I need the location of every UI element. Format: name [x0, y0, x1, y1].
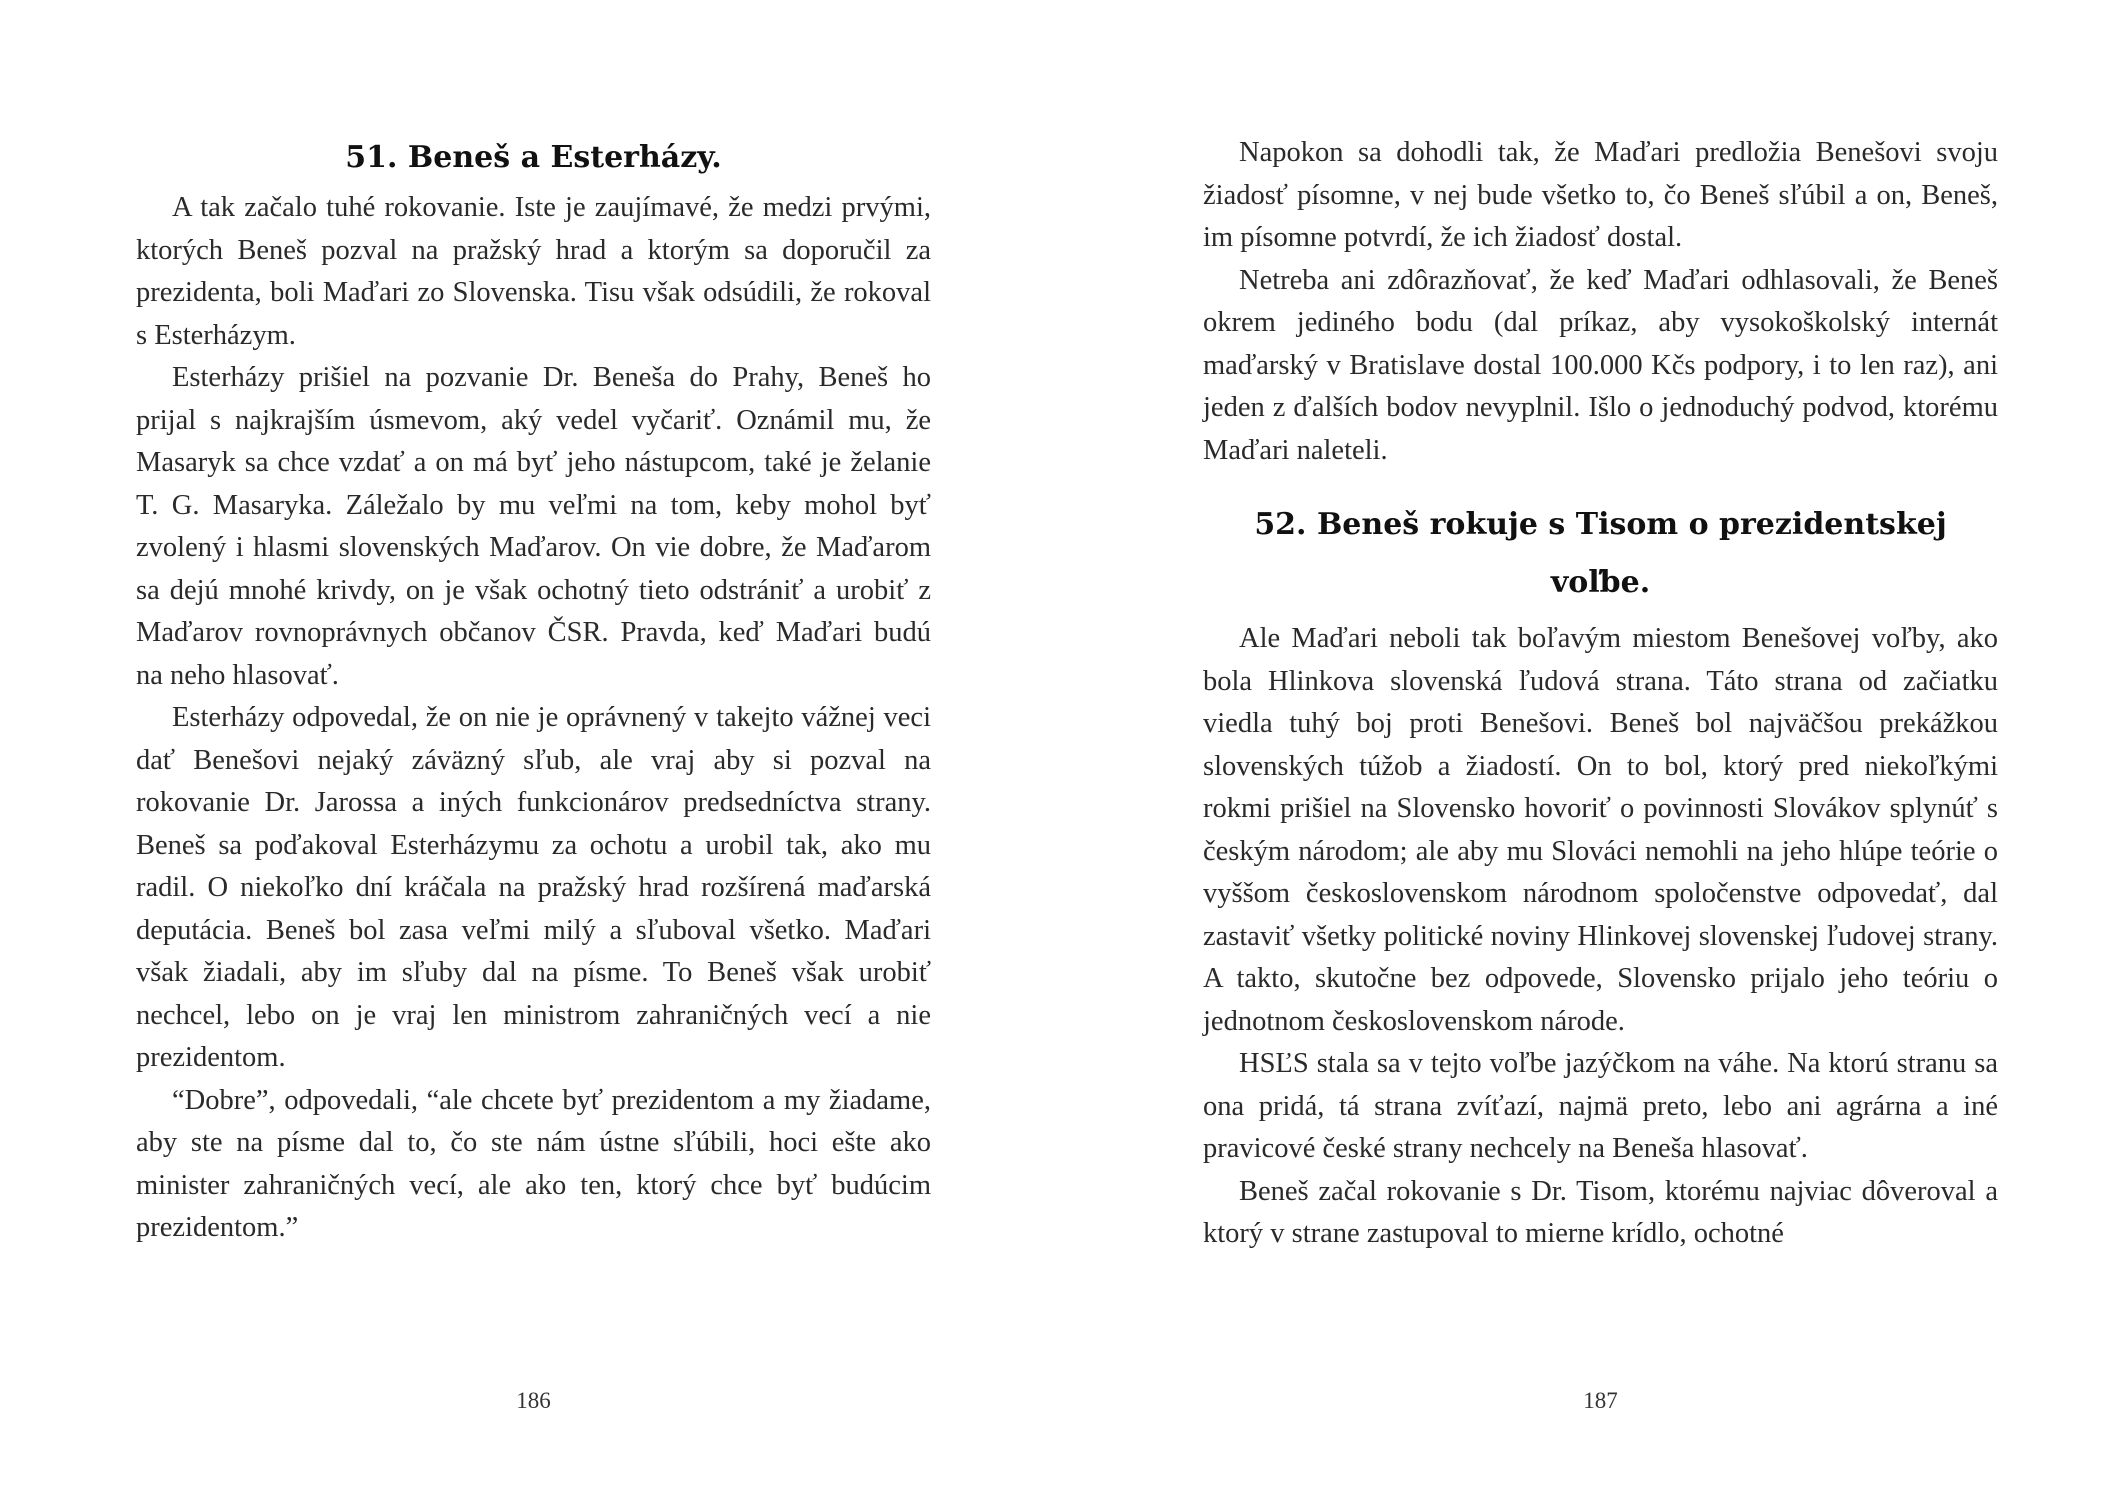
page-number-left: 186: [516, 1388, 551, 1413]
chapter-heading-52-line-2: voľbe.: [1550, 565, 1651, 600]
right-paragraph-5: Beneš začal rokovanie s Dr. Tisom, ktorému najviac dôveroval a ktorý v strane zastupoval to mierne krídlo, ochotné: [1203, 1175, 1998, 1249]
chapter-heading-51: 51. Beneš a Esterházy.: [345, 140, 722, 175]
right-paragraph-2: Netreba ani zdôrazňovať, že keď Maďari odhlasovali, že Beneš okrem jediného bodu (dal príkaz, aby vysokoškolský internát maďarský v Bratislave dostal 100.000 Kčs podpory, i to len raz), ani jeden z ďalších bodov nevyplnil. Išlo o jednoduchý podvod, ktorému Maďari naleteli.: [1203, 264, 1998, 466]
left-page: [136, 0, 931, 1500]
left-paragraph-4: “Dobre”, odpovedali, “ale chcete byť prezidentom a my žiadame, aby ste na písme dal to, čo ste nám ústne sľúbili, hoci ešte ako minister zahraničných vecí, ale ako ten, ktorý chce byť budúcim prezidentom.”: [136, 1084, 931, 1243]
chapter-heading-52: [1203, 496, 1998, 612]
chapter-heading-52-line-1: 52. Beneš rokuje s Tisom o prezidentskej: [1254, 507, 1947, 542]
right-page: [1203, 0, 1998, 1500]
right-paragraph-3: Ale Maďari neboli tak boľavým miestom Benešovej voľby, ako bola Hlinkova slovenská ľudová strana. Táto strana od začiatku viedla tuhý boj proti Benešovi. Beneš bol najväčšou prekážkou slovenských túžob a žiadostí. On to bol, ktorý pred niekoľkými rokmi prišiel na Slovensko hovoriť o povinnosti Slovákov splynúť s českým národom; ale aby mu Slováci nemohli na jeho hlúpe teórie o vyššom československom národnom spoločenstve odpovedať, dal zastaviť všetky politické noviny Hlinkovej slovenskej ľudovej strany. A takto, skutočne bez odpovede, Slovensko prijalo jeho teóriu o jednotnom československom národe.: [1203, 623, 1998, 1037]
page-number-right: 187: [1583, 1388, 1618, 1413]
left-paragraph-1: A tak začalo tuhé rokovanie. Iste je zaujímavé, že medzi prvými, ktorých Beneš pozval na pražský hrad a ktorým sa doporučil za prezidenta, boli Maďari zo Slovenska. Tisu však odsúdili, že rokoval s Esterházym.: [136, 192, 931, 351]
right-paragraph-1: Napokon sa dohodli tak, že Maďari predložia Benešovi svoju žiadosť písomne, v nej bude všetko to, čo Beneš sľúbil a on, Beneš, im písomne potvrdí, že ich žiadosť dostal.: [1203, 137, 1998, 253]
left-paragraph-2: Esterházy prišiel na pozvanie Dr. Beneša do Prahy, Beneš ho prijal s najkrajším úsmevom, aký vedel vyčariť. Oznámil mu, že Masaryk sa chce vzdať a on má byť jeho nástupcom, také je želanie T. G. Masaryka. Záležalo by mu veľmi na tom, keby mohol byť zvolený i hlasmi slovenských Maďarov. On vie dobre, že Maďarom sa dejú mnohé krivdy, on je však ochotný tieto odstrániť a urobiť z Maďarov rovnoprávnych občanov ČSR. Pravda, keď Maďari budú na neho hlasovať.: [136, 362, 931, 691]
right-paragraph-4: HSĽS stala sa v tejto voľbe jazýčkom na váhe. Na ktorú stranu sa ona pridá, tá strana zvíťazí, najmä preto, lebo ani agrárna a iné pravicové české strany nechcely na Beneša hlasovať.: [1203, 1048, 1998, 1164]
left-paragraph-3: Esterházy odpovedal, že on nie je oprávnený v takejto vážnej veci dať Benešovi nejaký záväzný sľub, ale vraj aby si pozval na rokovanie Dr. Jarossa a iných funkcionárov predsedníctva strany. Beneš sa poďakoval Esterházymu za ochotu a urobil tak, ako mu radil. O niekoľko dní kráčala na pražský hrad rozšírená maďarská deputácia. Beneš bol zasa veľmi milý a sľuboval všetko. Maďari však žiadali, aby im sľuby dal na písme. To Beneš však urobiť nechcel, lebo on je vraj len ministrom zahraničných vecí a nie prezidentom.: [136, 702, 931, 1073]
